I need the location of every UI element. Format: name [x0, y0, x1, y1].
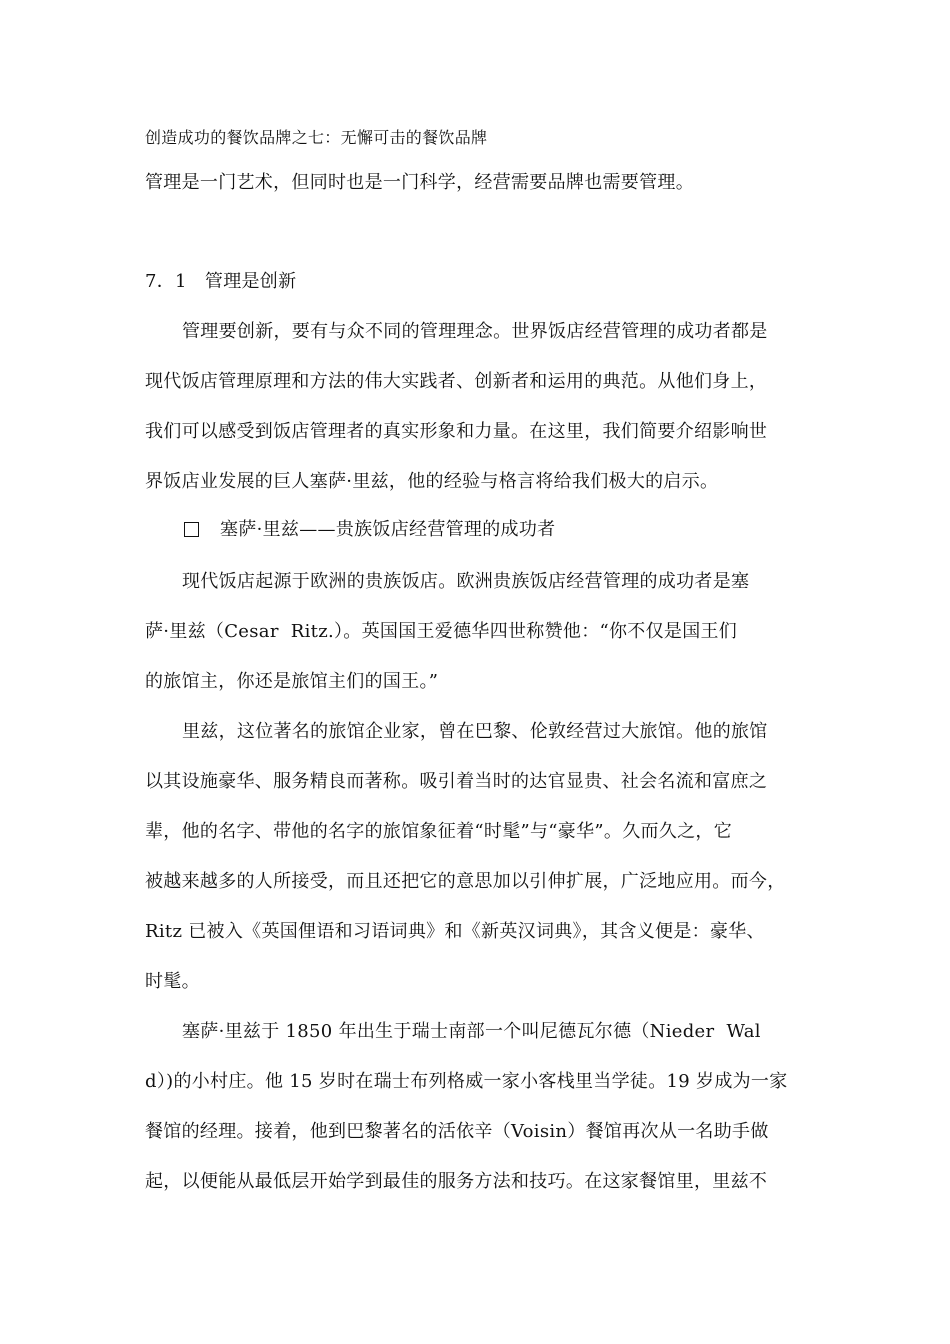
paragraph4-line: 塞萨·里兹于 1850 年出生于瑞士南部一个叫尼德瓦尔德（Nieder Wal [182, 1021, 761, 1042]
section-number: 7．1 [145, 271, 187, 292]
paragraph1-line: 现代饭店管理原理和方法的伟大实践者、创新者和运用的典范。从他们身上， [145, 371, 768, 392]
checkbox-bullet-icon [184, 522, 199, 537]
paragraph1-line: 我们可以感受到饭店管理者的真实形象和力量。在这里，我们简要介绍影响世 [145, 421, 768, 442]
paragraph3-line: 以其设施豪华、服务精良而著称。吸引着当时的达官显贵、社会名流和富庶之 [145, 771, 768, 792]
intro-sentence: 管理是一门艺术，但同时也是一门科学，经营需要品牌也需要管理。 [145, 172, 694, 193]
paragraph1-line: 界饭店业发展的巨人塞萨·里兹，他的经验与格言将给我们极大的启示。 [145, 471, 719, 492]
section-heading [145, 270, 296, 294]
paragraph4-line: d）)的小村庄。他 15 岁时在瑞士布列格威一家小客栈里当学徒。19 岁成为一家 [145, 1071, 788, 1092]
paragraph3-line: 辈，他的名字、带他的名字的旅馆象征着“时髦”与“豪华”。久而久之，它 [145, 821, 733, 842]
paragraph2-line: 的旅馆主，你还是旅馆主们的国王。” [145, 671, 439, 692]
paragraph4-line: 餐馆的经理。接着，他到巴黎著名的活依辛（Voisin）餐馆再次从一名助手做 [145, 1121, 769, 1142]
section-title: 管理是创新 [204, 271, 297, 292]
paragraph1-line: 管理要创新，要有与众不同的管理理念。世界饭店经营管理的成功者都是 [182, 321, 768, 342]
paragraph2-line: 萨·里兹（Cesar Ritz.）。英国国王爱德华四世称赞他：“你不仅是国王们 [145, 621, 738, 642]
paragraph3-line: 被越来越多的人所接受，而且还把它的意思加以引伸扩展，广泛地应用。而今， [145, 871, 786, 892]
subheading: 塞萨·里兹——贵族饭店经营管理的成功者 [220, 519, 556, 540]
paragraph3-line: 时髦。 [145, 971, 200, 992]
document-heading: 创造成功的餐饮品牌之七：无懈可击的餐饮品牌 [145, 128, 488, 147]
paragraph3-line: 里兹，这位著名的旅馆企业家，曾在巴黎、伦敦经营过大旅馆。他的旅馆 [182, 721, 768, 742]
paragraph4-line: 起，以便能从最低层开始学到最佳的服务方法和技巧。在这家餐馆里，里兹不 [145, 1171, 768, 1192]
paragraph2-line: 现代饭店起源于欧洲的贵族饭店。欧洲贵族饭店经营管理的成功者是塞 [182, 571, 750, 592]
paragraph3-line: Ritz 已被入《英国俚语和习语词典》和《新英汉词典》，其含义便是：豪华、 [145, 921, 765, 942]
